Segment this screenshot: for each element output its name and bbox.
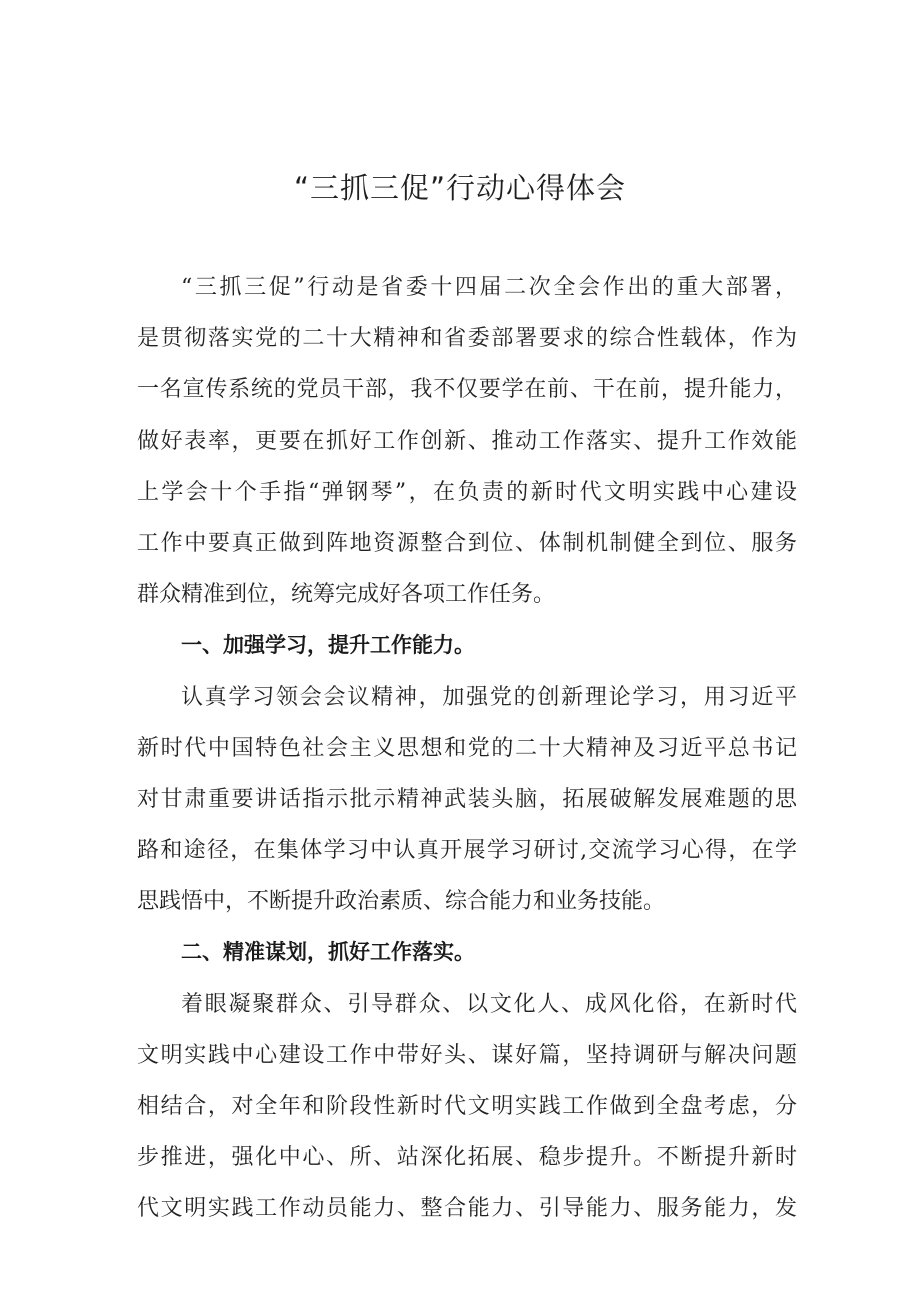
document-title: “三抓三促”行动心得体会 [293, 171, 627, 205]
paragraph-line: 着眼凝聚群众、引导群众、以文化人、成风化俗，在新时代 [181, 991, 797, 1017]
paragraph-line: 思践悟中，不断提升政治素质、综合能力和业务技能。 [137, 889, 666, 915]
paragraph-line: 工作中要真正做到阵地资源整合到位、体制机制健全到位、服务 [137, 530, 797, 556]
paragraph-line: 路和途径，在集体学习中认真开展学习研讨,交流学习心得，在学 [137, 838, 797, 864]
paragraph-line: “三抓三促”行动是省委十四届二次全会作出的重大部署， [181, 275, 797, 300]
intro-paragraph [137, 262, 797, 620]
paragraph-line: 相结合，对全年和阶段性新时代文明实践工作做到全盘考虑，分 [137, 1094, 797, 1119]
paragraph-line: 是贯彻落实党的二十大精神和省委部署要求的综合性载体，作为 [137, 326, 797, 352]
paragraph-line: 一名宣传系统的党员干部，我不仅要学在前、干在前，提升能力， [137, 377, 797, 403]
section-heading-2: 二、精准谋划，抓好工作落实。 [181, 940, 475, 965]
paragraph-line: 对甘肃重要讲话指示批示精神武装头脑，拓展破解发展难题的思 [137, 786, 797, 812]
paragraph-line: 代文明实践工作动员能力、整合能力、引导能力、服务能力，发 [137, 1196, 797, 1222]
paragraph-line: 做好表率，更要在抓好工作创新、推动工作落实、提升工作效能 [137, 428, 797, 454]
paragraph-line: 上学会十个手指“弹钢琴”，在负责的新时代文明实践中心建设 [137, 479, 797, 505]
paragraph-line: 认真学习领会会议精神，加强党的创新理论学习，用习近平 [181, 684, 797, 710]
paragraph-line: 步推进，强化中心、所、站深化拓展、稳步提升。不断提升新时 [137, 1145, 797, 1171]
section-2-paragraph [137, 979, 797, 1235]
paragraph-line: 文明实践中心建设工作中带好头、谋好篇，坚持调研与解决问题 [137, 1042, 797, 1068]
document-body [137, 262, 797, 1235]
paragraph-line: 群众精准到位，统筹完成好各项工作任务。 [137, 582, 556, 608]
paragraph-line: 新时代中国特色社会主义思想和党的二十大精神及习近平总书记 [137, 735, 797, 761]
section-heading-1: 一、加强学习，提升工作能力。 [181, 633, 475, 658]
section-1-paragraph [137, 672, 797, 928]
